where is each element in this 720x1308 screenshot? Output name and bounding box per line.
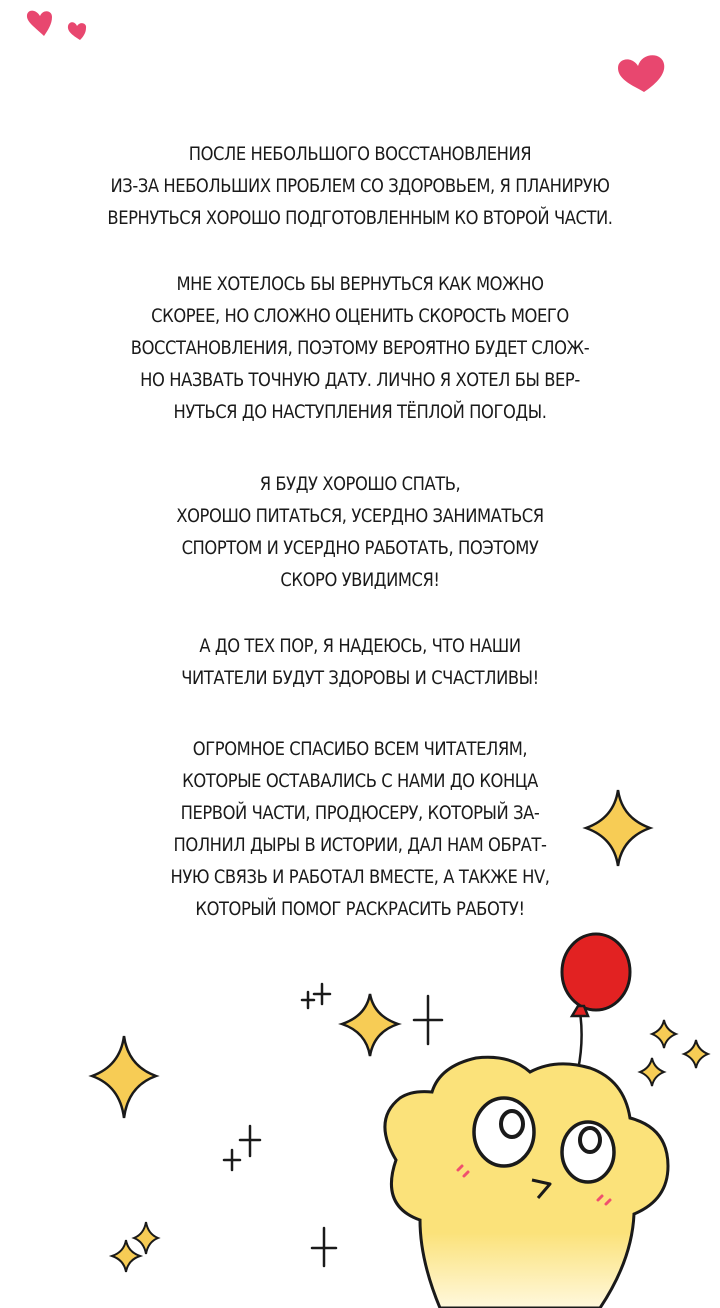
heart-icon [27,11,52,36]
sparkle-icon [652,1020,676,1048]
sparkle-icon [92,1036,156,1118]
paragraph-recovery: ПОСЛЕ НЕБОЛЬШОГО ВОССТАНОВЛЕНИЯ ИЗ-ЗА НЕБОЛЬШИХ ПРОБЛЕМ СО ЗДОРОВЬЕМ, Я ПЛАНИРУЮ ВЕРНУТЬСЯ ХОРОШО ПОДГОТОВЛЕННЫМ КО ВТОРОЙ ЧАСТИ. [107,143,613,229]
paragraph-return-date: МНЕ ХОТЕЛОСЬ БЫ ВЕРНУТЬСЯ КАК МОЖНО СКОРЕЕ, НО СЛОЖНО ОЦЕНИТЬ СКОРОСТЬ МОЕГО ВОССТАНОВЛЕНИЯ, ПОЭТОМУ ВЕРОЯТНО БУДЕТ СЛОЖ- НО НАЗВАТЬ ТОЧНУЮ ДАТУ. ЛИЧНО Я ХОТЕЛ БЫ ВЕР- НУТЬСЯ ДО НАСТУПЛЕНИЯ ТЁПЛОЙ ПОГОДЫ. [130,273,590,423]
sparkle-icon [684,1040,708,1068]
sparkle-icon [112,1240,140,1272]
balloon [562,934,630,1070]
chick-character [385,1057,668,1308]
paragraph-thanks: ОГРОМНОЕ СПАСИБО ВСЕМ ЧИТАТЕЛЯМ, КОТОРЫЕ ОСТАВАЛИСЬ С НАМИ ДО КОНЦА ПЕРВОЙ ЧАСТИ, ПРОДЮСЕРУ, КОТОРЫЙ ЗА- ПОЛНИЛ ДЫРЫ В ИСТОРИИ, ДАЛ НАМ ОБРАТ- НУЮ СВЯЗЬ И РАБОТАЛ ВМЕСТЕ, А ТАКЖЕ HV, КОТОРЫЙ ПОМОГ РАСКРАСИТЬ РАБОТУ! [170,738,550,920]
sparkle-icon [134,1222,158,1254]
sparkle-icon [640,1058,664,1086]
heart-icon [68,22,86,40]
paragraph-healthy-habits: Я БУДУ ХОРОШО СПАТЬ, ХОРОШО ПИТАТЬСЯ, УСЕРДНО ЗАНИМАТЬСЯ СПОРТОМ И УСЕРДНО РАБОТАТЬ, ПОЭТОМУ СКОРО УВИДИМСЯ! [176,473,544,591]
heart-icon [618,55,664,92]
sparkle-icon [342,994,398,1056]
paragraph-wishes: А ДО ТЕХ ПОР, Я НАДЕЮСЬ, ЧТО НАШИ ЧИТАТЕЛИ БУДУТ ЗДОРОВЫ И СЧАСТЛИВЫ! [181,635,539,689]
